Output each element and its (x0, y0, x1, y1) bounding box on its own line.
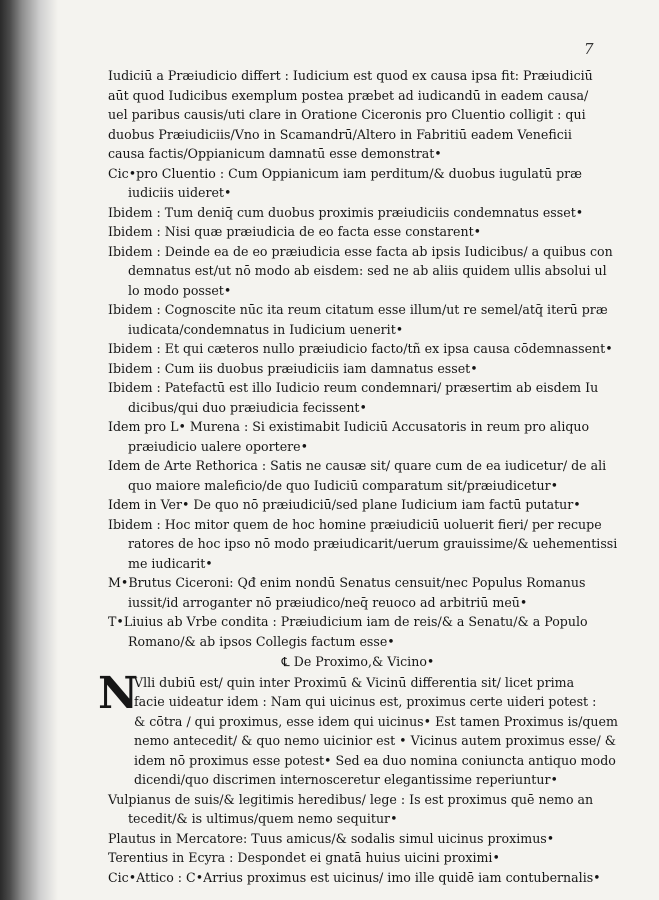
citation-line: T•Liuius ab Vrbe condita : Præiudicium iam de reis/& a Senatu/& a Populo (108, 614, 588, 629)
citation-line: Plautus in Mercatore: Tuus amicus/& sodalis simul uicinus proximus• (108, 830, 555, 846)
citation-line: me iudicarit• (128, 555, 213, 571)
citation-entry (108, 515, 618, 574)
citation-entry (108, 829, 608, 849)
citation-line: Ibidem : Nisi quæ præiudicia de eo facta esse constarent• (108, 224, 482, 239)
citation-line: iussit/id arroganter nō præiudico/neq̄ reuoco ad arbitriū meū• (128, 594, 528, 610)
text-line: causa factis/Oppianicum damnatū esse demonstrat• (108, 146, 442, 161)
citation-entry (108, 573, 608, 612)
citation-line: quo maiore maleficio/de quo Iudiciū comparatum sit/præiudicetur• (128, 477, 559, 493)
citation-entry (108, 417, 608, 456)
citation-entry (108, 612, 608, 651)
citations-praeiudicium (108, 164, 618, 652)
citation-entry (108, 164, 608, 203)
citation-entry (108, 359, 608, 379)
citation-line: Ibidem : Et qui cæteros nullo præiudicio facto/tñ ex ipsa causa cōdemnassent• (108, 341, 613, 356)
citation-entry (108, 495, 608, 515)
text-line: & cōtra / qui proximus, esse idem qui uicinus• Est tamen Proximus is/quem (134, 713, 618, 729)
text-line: Vlli dubiū est/ quin inter Proximū & Vicinū differentia sit/ licet prima (134, 674, 575, 690)
citation-line: lo modo posset• (128, 282, 232, 298)
citation-entry (108, 300, 608, 339)
citation-line: Idem pro L• Murena : Si existimabit Iudiciū Accusatoris in reum pro aliquo (108, 419, 590, 434)
citation-line: Ibidem : Deinde ea de eo præiudicia esse facta ab ipsis Iudicibus/ a quibus con (108, 243, 613, 259)
citation-line: M•Brutus Ciceroni: Qđ enim nondū Senatus censuit/nec Populus Romanus (108, 575, 586, 590)
citation-line: Ibidem : Cum iis duobus præiudiciis iam damnatus esset• (108, 360, 478, 376)
citation-line: Ibidem : Hoc mitor quem de hoc homine præiudiciū uoluerit fieri/ per recupe (108, 516, 602, 532)
citation-line: tecedit/& is ultimus/quem nemo sequitur• (128, 811, 398, 826)
citation-line: iudiciis uideret• (128, 185, 232, 200)
text-line: aūt quod Iudicibus exemplum postea præbet ad iudicandū in eadem causa/ (108, 87, 589, 103)
citation-entry (108, 868, 608, 888)
drop-cap: N (98, 667, 139, 719)
citation-entry (108, 848, 608, 868)
citation-line: Ibidem : Tum deniq̄ cum duobus proximis præiudiciis condemnatus esset• (108, 204, 584, 220)
citation-line: Cic•pro Cluentio : Cum Oppianicum iam perditum/& duobus iugulatū præ (108, 165, 583, 181)
intro-paragraph (108, 66, 608, 164)
citation-entry (108, 378, 608, 417)
text-line: facie uideatur idem : Nam qui uicinus est, proximus certe uideri potest : (134, 694, 597, 709)
citation-line: Romano/& ab ipsos Collegis factum esse• (128, 633, 395, 649)
page-text (98, 66, 618, 887)
scan-binding-shadow (0, 0, 58, 900)
citation-line: Vulpianus de suis/& legitimis heredibus/ lege : Is est proximus quē nemo an (108, 791, 594, 807)
citation-line: iudicata/condemnatus in Iudicium uenerit• (128, 321, 404, 337)
citation-line: Terentius in Ecyra : Despondet ei gnatā huius uicini proximi• (108, 850, 500, 865)
citation-line: Ibidem : Cognoscite nūc ita reum citatum esse illum/ut re semel/atq̄ iterū præ (108, 302, 608, 317)
citation-entry (108, 203, 608, 223)
citation-entry (108, 339, 613, 359)
citation-line: dicibus/qui duo præiudicia fecissent• (128, 399, 367, 415)
citation-line: Idem in Ver• De quo nō præiudiciū/sed plane Iudicium iam factū putatur• (108, 497, 581, 512)
text-line: dicendi/quo discrimen internosceretur elegantissime reperiuntur• (134, 772, 558, 787)
text-line: nemo antecedit/ & quo nemo uicinior est • Vicinus autem proximus esse/ & (134, 733, 616, 748)
citation-entry (108, 222, 608, 242)
citations-proximus (108, 790, 608, 888)
citation-entry (108, 242, 613, 301)
text-line: duobus Præiudiciis/Vno in Scamandrū/Altero in Fabritiū eadem Veneficii (108, 126, 572, 142)
section-heading: ℄ De Proximo,& Vicino• (281, 654, 435, 669)
citation-line: Cic•Attico : C•Arrius proximus est uicinus/ imo ille quidē iam contubernalis• (108, 869, 601, 885)
citation-line: ratores de hoc ipso nō modo præiudicarit/uerum grauissime/& uehementissi (128, 536, 618, 551)
citation-entry (108, 456, 608, 495)
citation-line: Ibidem : Patefactū est illo Iudicio reum condemnari/ præsertim ab eisdem Iu (108, 380, 599, 395)
text-line: Iudiciū a Præiudicio differt : Iudicium est quod ex causa ipsa fit: Præiudiciū (108, 68, 593, 83)
citation-line: præiudicio ualere oportere• (128, 438, 309, 454)
citation-line: demnatus est/ut nō modo ab eisdem: sed ne ab aliis quidem ullis absolui ul (128, 263, 607, 278)
citation-line: Idem de Arte Rethorica : Satis ne causæ sit/ quare cum de ea iudicetur/ de ali (108, 458, 607, 473)
page-number: 7 (584, 40, 594, 58)
text-line: uel paribus causis/uti clare in Oratione Ciceronis pro Cluentio colligit : qui (108, 107, 586, 122)
citation-entry (108, 790, 608, 829)
text-line: idem nō proximus esse potest• Sed ea duo nomina coniuncta antiquo modo (134, 752, 616, 768)
section-paragraph (98, 667, 618, 790)
